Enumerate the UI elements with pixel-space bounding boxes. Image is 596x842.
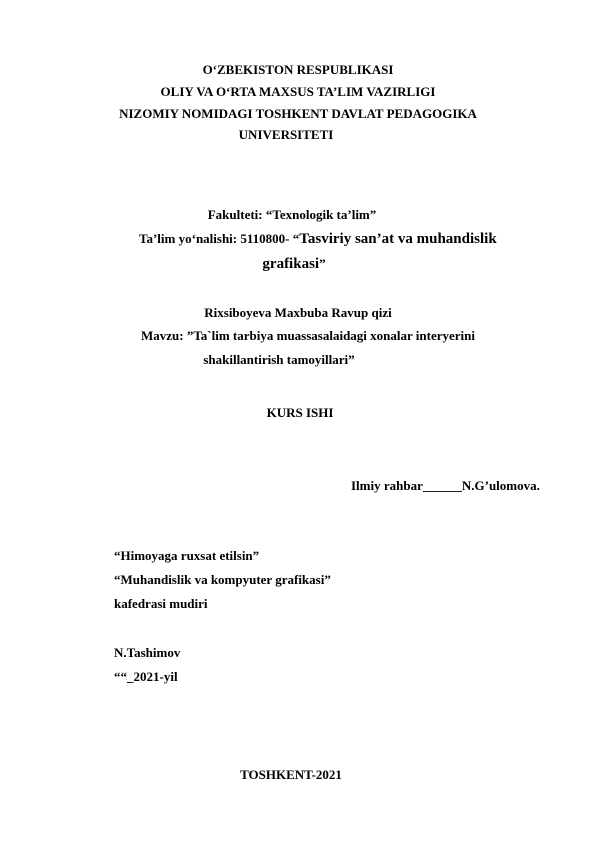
direction-name-part2: grafikasi — [262, 256, 320, 272]
header-university-line2: UNIVERSITETI — [238, 127, 334, 142]
header-university-line1: NIZOMIY NOMIDAGI TOSHKENT DAVLAT PEDAGOGIKA — [119, 106, 477, 121]
faculty: Fakulteti: “Texnologik ta’lim” — [207, 207, 377, 222]
approval-line1: “Himoyaga ruxsat etilsin” — [114, 548, 260, 563]
approval-line3: kafedrasi mudiri — [114, 596, 208, 611]
approval-line2: “Muhandislik va kompyuter grafikasi” — [114, 572, 331, 587]
direction-suffix: ” — [319, 256, 326, 271]
student-name: Rixsiboyeva Maxbuba Ravup qizi — [204, 305, 392, 320]
topic-line2: shakillantirish tamoyillari” — [203, 352, 355, 367]
topic-line1: Mavzu: ”Ta`lim tarbiya muassasalaidagi xonalar interyerini — [140, 328, 476, 343]
footer-city-year: TOSHKENT-2021 — [240, 767, 342, 782]
approver-name: N.Tashimov — [114, 645, 181, 660]
direction-line2 — [0, 256, 592, 272]
supervisor: Ilmiy rahbar______N.G’ulomova. — [351, 478, 540, 493]
approval-date: ““_2021-yil — [114, 669, 178, 684]
header-ministry: OLIY VA O‘RTA MAXSUS TA’LIM VAZIRLIGI — [160, 84, 436, 99]
direction-prefix: Ta’lim yo‘nalishi: 5110800- “ — [139, 231, 300, 246]
direction-name-part1: Tasviriy san’at va muhandislik — [299, 231, 497, 247]
header-country: O‘ZBEKISTON RESPUBLIKASI — [202, 62, 394, 77]
direction-line1 — [139, 231, 497, 247]
work-type: KURS ISHI — [266, 405, 334, 420]
